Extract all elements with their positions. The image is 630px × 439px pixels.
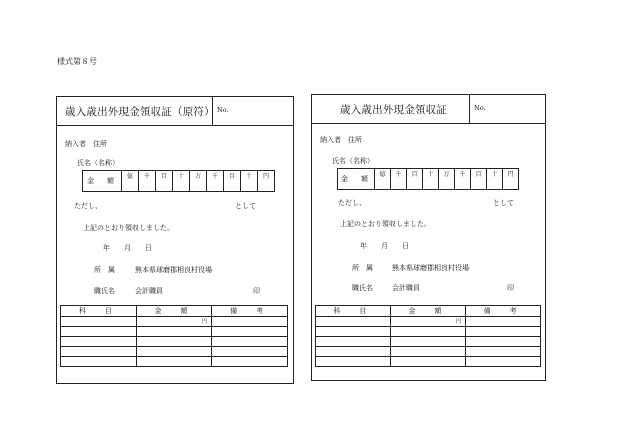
payer-name-label: 氏名（名称） — [332, 157, 374, 165]
detail-cell — [212, 327, 288, 337]
detail-cell — [466, 317, 541, 327]
detail-header-remarks: 備 考 — [212, 306, 288, 317]
detail-cell — [390, 347, 466, 357]
digit-header: 十 — [241, 171, 258, 192]
digit-header: 千 — [139, 171, 156, 192]
payer-address-label: 納入者 住所 — [320, 136, 362, 144]
detail-cell — [212, 337, 288, 347]
receipt-number-cell — [469, 95, 545, 123]
receipt-header — [312, 95, 545, 124]
seal-label: 印 — [253, 287, 260, 295]
digit-header: 億 — [375, 169, 391, 190]
detail-cell — [316, 357, 391, 367]
detail-cell — [61, 347, 137, 357]
amount-table — [337, 168, 519, 190]
however-label: ただし、 — [74, 202, 102, 210]
amount-label: 金 額 — [83, 171, 122, 192]
detail-cell — [136, 347, 212, 357]
detail-cell — [466, 327, 541, 337]
however-label: ただし、 — [338, 199, 366, 207]
affiliation-value: 熊本県球磨郡相良村役場 — [135, 266, 212, 274]
detail-cell — [316, 327, 391, 337]
officer-value: 会計職員 — [392, 284, 420, 292]
form-number-label: 様式第８号 — [57, 57, 97, 66]
detail-cell — [61, 327, 137, 337]
detail-cell — [466, 357, 541, 367]
digit-header: 円 — [503, 169, 519, 190]
receipt-issued — [311, 94, 546, 381]
digit-header: 十 — [173, 171, 190, 192]
detail-yen-cell: 円 — [136, 317, 212, 327]
detail-cell — [316, 317, 391, 327]
receipt-number-label: No. — [217, 106, 229, 114]
digit-header: 百 — [156, 171, 173, 192]
detail-header-amount: 金 額 — [136, 306, 212, 317]
digit-header: 百 — [471, 169, 487, 190]
amount-table — [82, 170, 275, 192]
detail-cell — [61, 317, 137, 327]
digit-header: 百 — [224, 171, 241, 192]
detail-cell — [390, 327, 466, 337]
detail-cell — [61, 357, 137, 367]
payer-name-label: 氏名（名称） — [77, 159, 119, 167]
affiliation-label: 所 属 — [94, 266, 115, 274]
detail-cell — [466, 337, 541, 347]
detail-cell — [136, 337, 212, 347]
digit-header: 万 — [439, 169, 455, 190]
detail-header-subject: 科 目 — [61, 306, 137, 317]
detail-cell — [212, 317, 288, 327]
detail-table — [315, 305, 541, 367]
detail-cell — [136, 357, 212, 367]
digit-header: 億 — [122, 171, 139, 192]
receipt-number-cell — [212, 97, 293, 125]
detail-cell — [390, 357, 466, 367]
detail-cell — [466, 347, 541, 357]
detail-cell — [61, 337, 137, 347]
received-text: 上記のとおり領収しました。 — [340, 220, 431, 228]
digit-header: 十 — [423, 169, 439, 190]
officer-label: 職氏名 — [352, 284, 373, 292]
receipt-title: 歳入歳出外現金領収証（原符） — [65, 106, 215, 118]
date-text: 年 月 日 — [360, 242, 409, 250]
digit-header: 十 — [487, 169, 503, 190]
detail-cell — [390, 337, 466, 347]
detail-cell — [212, 357, 288, 367]
detail-table — [60, 305, 288, 367]
digit-header: 千 — [455, 169, 471, 190]
received-text: 上記のとおり領収しました。 — [83, 224, 174, 232]
amount-label: 金 額 — [338, 169, 375, 190]
detail-cell — [316, 337, 391, 347]
as-label: として — [493, 199, 514, 207]
digit-header: 円 — [258, 171, 275, 192]
receipt-title: 歳入歳出外現金領収証 — [340, 104, 447, 116]
digit-header: 千 — [207, 171, 224, 192]
receipt-number-label: No. — [474, 104, 486, 112]
digit-header: 千 — [391, 169, 407, 190]
receipt-stub — [56, 96, 294, 384]
officer-value: 会計職員 — [135, 287, 163, 295]
date-text: 年 月 日 — [103, 244, 152, 252]
digit-header: 百 — [407, 169, 423, 190]
as-label: として — [235, 202, 256, 210]
detail-cell — [212, 347, 288, 357]
detail-cell — [316, 347, 391, 357]
detail-cell — [136, 327, 212, 337]
detail-header-remarks: 備 考 — [466, 306, 541, 317]
payer-address-label: 納入者 住所 — [65, 140, 107, 148]
affiliation-label: 所 属 — [352, 264, 373, 272]
seal-label: 印 — [507, 284, 514, 292]
digit-header: 万 — [190, 171, 207, 192]
detail-yen-cell: 円 — [390, 317, 466, 327]
affiliation-value: 熊本県球磨郡相良村役場 — [392, 264, 469, 272]
detail-header-subject: 科 目 — [316, 306, 391, 317]
officer-label: 職氏名 — [94, 287, 115, 295]
receipt-header — [57, 97, 293, 126]
detail-header-amount: 金 額 — [390, 306, 466, 317]
